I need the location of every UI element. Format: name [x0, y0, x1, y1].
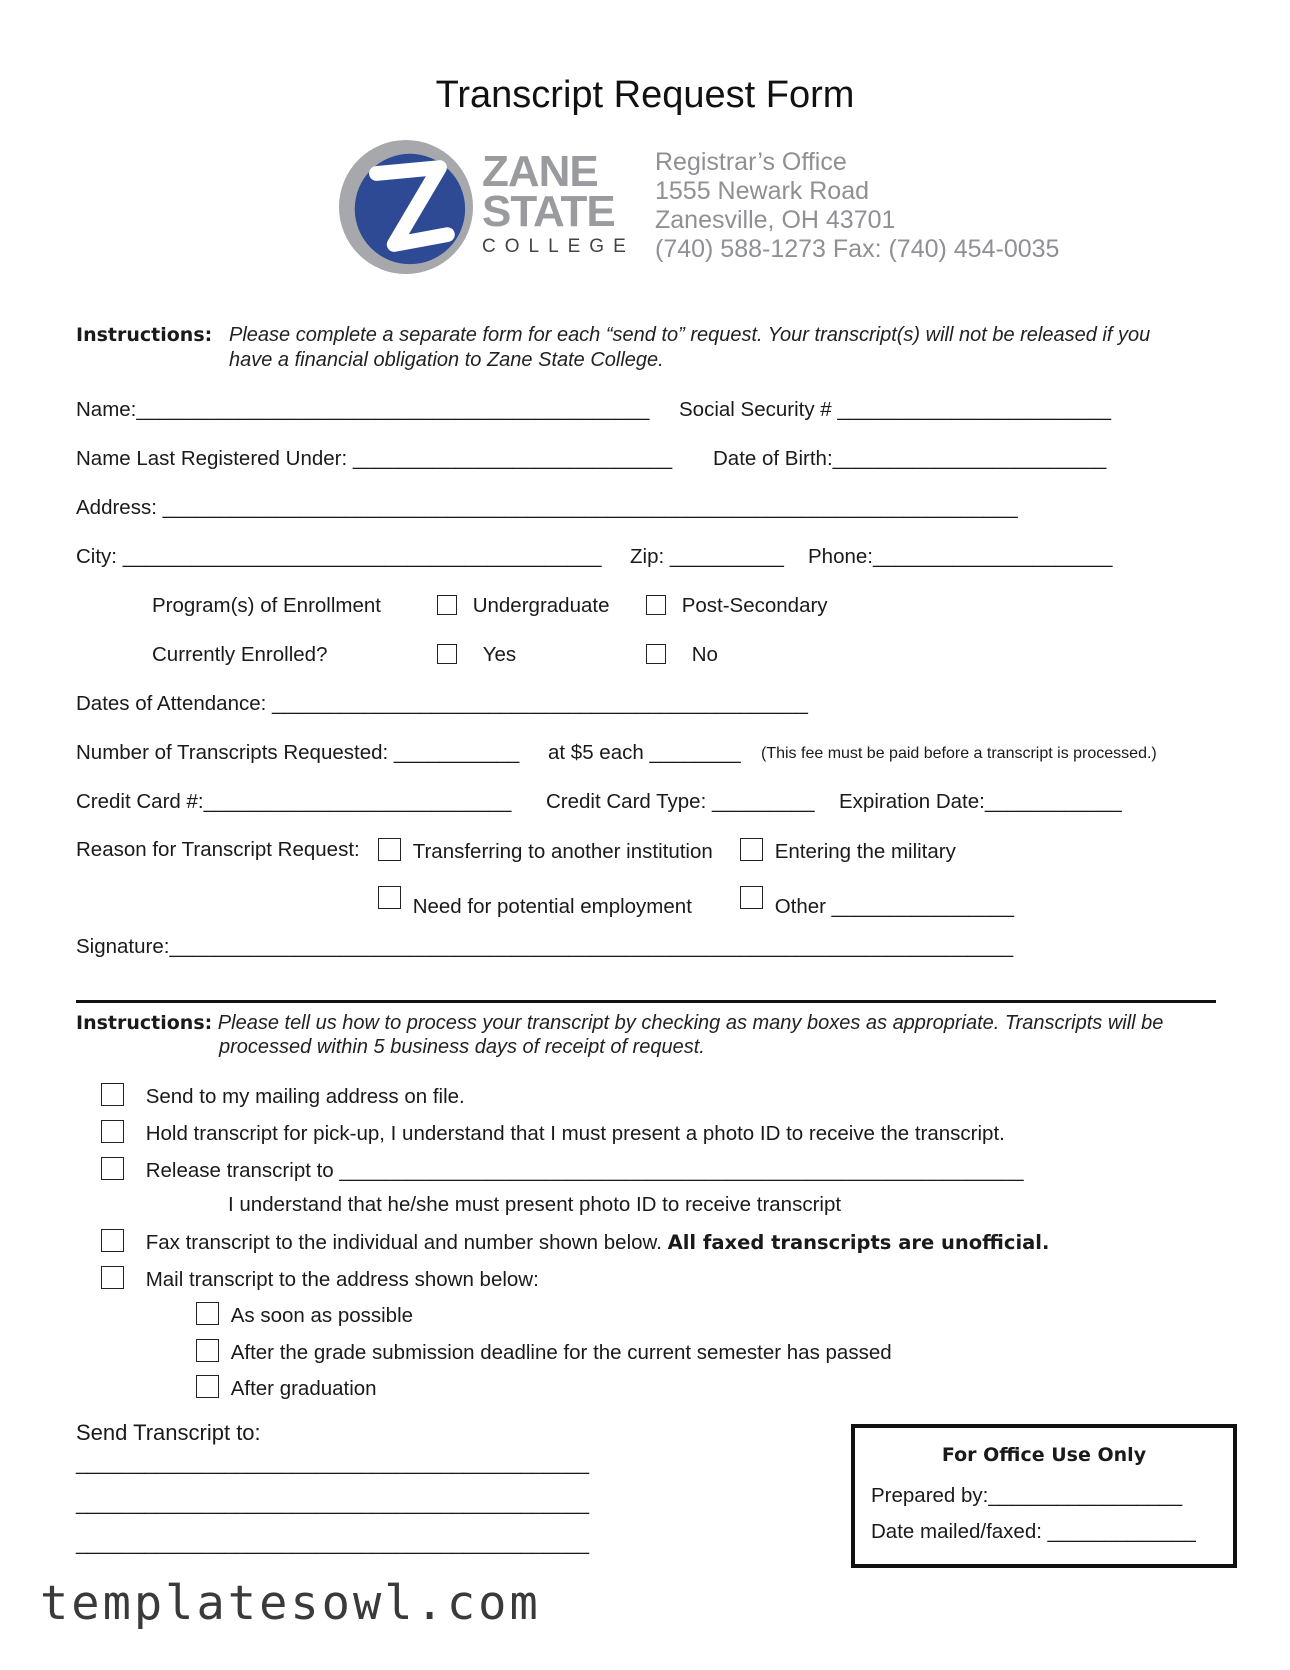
city-field[interactable]: City: __________________________________________: [76, 545, 602, 568]
mailing-address-checkbox[interactable]: [101, 1083, 124, 1106]
send-to-line-1[interactable]: _____________________________________________: [76, 1452, 590, 1475]
section1-instructions-label: Instructions:: [76, 324, 213, 346]
after-graduation-label: After graduation: [230, 1377, 377, 1400]
send-to-line-2[interactable]: _____________________________________________: [76, 1492, 590, 1515]
option-mailing-address[interactable]: [101, 1083, 465, 1109]
reason-label: Reason for Transcript Request:: [76, 838, 360, 861]
mailing-address-label: Send to my mailing address on file.: [145, 1085, 465, 1108]
watermark-text: templatesowl.com: [40, 1576, 541, 1631]
name-field[interactable]: Name:_____________________________________________: [76, 398, 650, 421]
section2-instructions-line2: processed within 5 business days of receipt of request.: [219, 1036, 705, 1058]
mail-label: Mail transcript to the address shown below:: [145, 1268, 539, 1291]
reason-military-label: Entering the military: [774, 840, 956, 863]
zip-field[interactable]: Zip: __________: [630, 545, 784, 568]
option-mail[interactable]: [101, 1266, 539, 1292]
fax-unofficial-notice: All faxed transcripts are unofficial.: [667, 1231, 1050, 1254]
section2-instructions: [76, 1011, 1163, 1036]
logo-zane-text: ZANE: [482, 147, 598, 196]
section2-instructions-label: Instructions:: [76, 1012, 213, 1034]
credit-card-type-field[interactable]: Credit Card Type: _________: [546, 790, 815, 813]
send-to-line-3[interactable]: _____________________________________________: [76, 1532, 590, 1555]
section-divider: [76, 1000, 1216, 1003]
after-grade-label: After the grade submission deadline for the current semester has passed: [230, 1341, 892, 1364]
num-transcripts-field[interactable]: Number of Transcripts Requested: ___________: [76, 741, 520, 764]
logo-college-text: COLLEGE: [482, 236, 635, 257]
office-street: 1555 Newark Road: [655, 177, 870, 205]
reason-other-checkbox[interactable]: [740, 886, 763, 909]
signature-field[interactable]: Signature:__________________________________________________________________________: [76, 935, 1014, 958]
registrar-address: [655, 148, 1059, 264]
reason-military-checkbox[interactable]: [740, 838, 763, 861]
enrolled-yes-label: Yes: [482, 643, 517, 666]
release-label: Release transcript to ____________________________________________________________: [145, 1159, 1024, 1182]
dob-field[interactable]: Date of Birth:________________________: [713, 447, 1107, 470]
reason-transfer-label: Transferring to another institution: [412, 840, 713, 863]
enrolled-yes-checkbox[interactable]: [437, 644, 457, 664]
office-use-box: [851, 1424, 1237, 1568]
program-postsecondary-option[interactable]: [646, 594, 828, 618]
fee-field[interactable]: at $5 each ________: [548, 741, 741, 764]
release-note: I understand that he/she must present photo ID to receive transcript: [228, 1193, 842, 1216]
credit-card-number-field[interactable]: Credit Card #:___________________________: [76, 790, 512, 813]
after-grade-checkbox[interactable]: [196, 1339, 219, 1362]
reason-military-option[interactable]: [740, 838, 956, 864]
section1-instructions-text: Please complete a separate form for each “send to” request. Your transcript(s) will not be released if you have a financial obligation to Zane State College.: [229, 324, 1151, 371]
dates-of-attendance-field[interactable]: Dates of Attendance: _______________________________________________: [76, 692, 808, 715]
name-last-registered-field[interactable]: Name Last Registered Under: ____________________________: [76, 447, 673, 470]
phone-field[interactable]: Phone:_____________________: [808, 545, 1113, 568]
logo-wordmark: [482, 147, 644, 258]
reason-transfer-checkbox[interactable]: [378, 838, 401, 861]
expiration-date-field[interactable]: Expiration Date:____________: [839, 790, 1122, 813]
section2-instructions-line1: Please tell us how to process your transcript by checking as many boxes as appropriate. Transcripts will be: [217, 1012, 1164, 1034]
logo-state-text: STATE: [482, 187, 615, 236]
program-label: Program(s) of Enrollment: [152, 594, 381, 617]
program-undergraduate-option[interactable]: [437, 594, 609, 618]
mail-asap-option[interactable]: [196, 1302, 413, 1328]
reason-other-label: Other ________________: [774, 895, 1015, 918]
enrolled-no-label: No: [691, 643, 718, 666]
reason-employment-checkbox[interactable]: [378, 886, 401, 909]
option-release[interactable]: [101, 1157, 1023, 1183]
enrolled-no-checkbox[interactable]: [646, 644, 666, 664]
office-city: Zanesville, OH 43701: [655, 206, 896, 234]
date-mailed-field[interactable]: Date mailed/faxed: _____________: [871, 1520, 1196, 1543]
reason-other-option[interactable]: [740, 886, 1014, 919]
enrolled-yes-option[interactable]: [437, 643, 516, 667]
asap-label: As soon as possible: [230, 1304, 414, 1327]
ssn-field[interactable]: Social Security # ________________________: [679, 398, 1112, 421]
release-checkbox[interactable]: [101, 1157, 124, 1180]
undergraduate-checkbox[interactable]: [437, 595, 457, 615]
after-graduation-checkbox[interactable]: [196, 1375, 219, 1398]
mail-after-graduation-option[interactable]: [196, 1375, 377, 1401]
enrolled-label: Currently Enrolled?: [152, 643, 328, 666]
undergraduate-label: Undergraduate: [472, 594, 610, 617]
form-title: Transcript Request Form: [435, 74, 855, 116]
mail-after-grade-option[interactable]: [196, 1339, 892, 1365]
reason-employment-option[interactable]: [378, 886, 692, 919]
prepared-by-field[interactable]: Prepared by:_________________: [871, 1484, 1183, 1507]
pickup-label: Hold transcript for pick-up, I understand that I must present a photo ID to receive the transcript.: [145, 1122, 1005, 1145]
office-name: Registrar’s Office: [655, 148, 847, 176]
pickup-checkbox[interactable]: [101, 1120, 124, 1143]
address-field[interactable]: Address: ___________________________________________________________________________: [76, 496, 1018, 519]
option-fax[interactable]: [101, 1229, 1049, 1255]
fax-label: Fax transcript to the individual and number shown below.: [145, 1231, 662, 1254]
fax-checkbox[interactable]: [101, 1229, 124, 1252]
reason-employment-label: Need for potential employment: [412, 895, 692, 918]
enrolled-no-option[interactable]: [646, 643, 718, 667]
reason-transfer-option[interactable]: [378, 838, 713, 864]
office-use-title: For Office Use Only: [941, 1444, 1147, 1466]
asap-checkbox[interactable]: [196, 1302, 219, 1325]
zane-state-logo-icon: [337, 138, 475, 276]
send-to-label: Send Transcript to:: [76, 1420, 261, 1445]
mail-checkbox[interactable]: [101, 1266, 124, 1289]
fee-note: (This fee must be paid before a transcript is processed.): [761, 745, 1157, 762]
office-phones: (740) 588-1273 Fax: (740) 454-0035: [655, 235, 1060, 263]
postsecondary-checkbox[interactable]: [646, 595, 666, 615]
option-pickup[interactable]: [101, 1120, 1005, 1146]
postsecondary-label: Post-Secondary: [681, 594, 828, 617]
